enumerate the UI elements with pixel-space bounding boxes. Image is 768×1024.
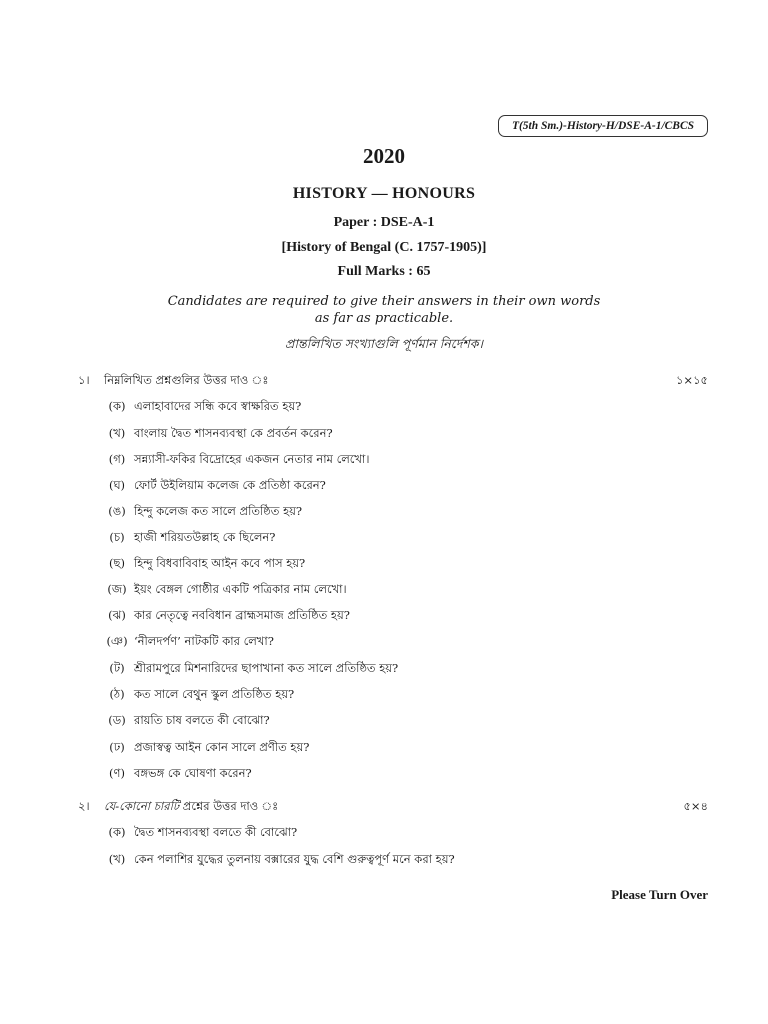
q1-item-label: (খ) — [108, 426, 126, 440]
q1-item-label: (ঠ) — [109, 687, 125, 701]
question-2-text: প্রশ্নের উত্তর দাও ঃ — [179, 799, 279, 813]
q1-item-text: হিন্দু কলেজ কত সালে প্রতিষ্ঠিত হয়? — [134, 504, 303, 518]
q1-item-label: (চ) — [109, 530, 125, 544]
q1-item-text: ইয়ং বেঙ্গল গোষ্ঠীর একটি পত্রিকার নাম লেখো। — [134, 582, 347, 596]
q1-item — [104, 503, 302, 522]
question-1 — [78, 372, 268, 391]
q1-item-label: (ঞ) — [106, 634, 128, 648]
q2-item-text: কেন পলাশির যুদ্ধের তুলনায় বক্সারের যুদ্ধ বেশি গুরুত্বপূর্ণ মনে করা হয়? — [134, 852, 455, 866]
q1-item-label: (ঘ) — [108, 478, 126, 492]
q1-item — [104, 660, 398, 679]
full-marks: Full Marks : 65 — [337, 264, 431, 279]
q1-item — [104, 398, 301, 417]
q1-item-text: কত সালে বেথুন স্কুল প্রতিষ্ঠিত হয়? — [134, 687, 295, 701]
q1-item-text: হিন্দু বিধবাবিবাহ আইন কবে পাস হয়? — [134, 556, 306, 570]
question-2 — [78, 798, 278, 817]
instruction-line-2: as far as practicable. — [314, 311, 454, 326]
q1-item-text: ফোর্ট উইলিয়াম কলেজ কে প্রতিষ্ঠা করেন? — [134, 478, 326, 492]
q1-item — [104, 425, 333, 444]
q1-item-label: (ঢ) — [109, 740, 125, 754]
course-title: [History of Bengal (C. 1757-1905)] — [281, 240, 487, 255]
q1-item-text: শ্রীরামপুরে মিশনারিদের ছাপাখানা কত সালে প্রতিষ্ঠিত হয়? — [134, 661, 399, 675]
q2-item-label: (ক) — [108, 825, 126, 839]
q1-item — [104, 555, 305, 574]
q2-item-label: (খ) — [108, 852, 126, 866]
q1-item-text: প্রজাস্বত্ব আইন কোন সালে প্রণীত হয়? — [134, 740, 310, 754]
q2-item — [104, 851, 455, 870]
question-2-number: ২। — [78, 799, 90, 813]
q1-item-label: (গ) — [108, 452, 126, 466]
q1-item-label: (ড) — [108, 713, 126, 727]
q1-item-label: (ছ) — [109, 556, 125, 570]
q1-item — [104, 529, 275, 548]
q1-item-text: এলাহাবাদের সন্ধি কবে স্বাক্ষরিত হয়? — [134, 399, 302, 413]
q1-item-label: (জ) — [107, 582, 127, 596]
q1-item-text: সন্ন্যাসী-ফকির বিদ্রোহের একজন নেতার নাম লেখো। — [134, 452, 370, 466]
question-2-marks: ৫×৪ — [683, 799, 708, 813]
q2-item-text: দ্বৈত শাসনব্যবস্থা বলতে কী বোঝো? — [134, 825, 298, 839]
q1-item — [104, 712, 270, 731]
q1-item — [104, 477, 326, 496]
q1-item-text: বাংলায় দ্বৈত শাসনব্যবস্থা কে প্রবর্তন করেন? — [134, 426, 333, 440]
question-1-marks: ১×১৫ — [675, 373, 708, 387]
q1-item-label: (ঙ) — [108, 504, 126, 518]
instructions — [0, 293, 768, 327]
marks-note: প্রান্তলিখিত সংখ্যাগুলি পূর্ণমান নির্দেশক। — [285, 336, 483, 351]
exam-year: 2020 — [363, 144, 405, 168]
q1-item — [104, 739, 309, 758]
q1-item-label: (ণ) — [109, 766, 125, 780]
q1-item-label: (ট) — [109, 661, 125, 675]
please-turn-over: Please Turn Over — [611, 887, 708, 902]
question-2-emphasis: যে-কোনো চারটি — [104, 799, 180, 813]
q1-item-text: ‘নীলদর্পণ’ নাটকটি কার লেখা? — [134, 634, 274, 648]
q1-item-text: রায়তি চাষ বলতে কী বোঝো? — [134, 713, 270, 727]
q1-item-label: (ঝ) — [108, 608, 126, 622]
q1-item-text: কার নেতৃত্বে নববিধান ব্রাহ্মসমাজ প্রতিষ্ঠিত হয়? — [134, 608, 350, 622]
question-1-number: ১। — [78, 373, 90, 387]
q1-item — [104, 581, 347, 600]
instruction-line-1: Candidates are required to give their answers in their own words — [167, 294, 601, 309]
q1-item — [104, 765, 252, 784]
q2-item — [104, 824, 297, 843]
paper-title: Paper : DSE-A-1 — [333, 215, 435, 230]
paper-code-box: T(5th Sm.)-History-H/DSE-A-1/CBCS — [498, 115, 708, 137]
q1-item — [104, 686, 294, 705]
q1-item — [104, 451, 369, 470]
subject-title: HISTORY — HONOURS — [292, 185, 476, 202]
q1-item — [104, 607, 350, 626]
q1-item-text: হাজী শরিয়তউল্লাহ কে ছিলেন? — [134, 530, 276, 544]
q1-item — [104, 633, 274, 652]
question-1-text: নিম্নলিখিত প্রশ্নগুলির উত্তর দাও ঃ — [104, 373, 269, 387]
q1-item-text: বঙ্গভঙ্গ কে ঘোষণা করেন? — [134, 766, 252, 780]
q1-item-label: (ক) — [108, 399, 126, 413]
